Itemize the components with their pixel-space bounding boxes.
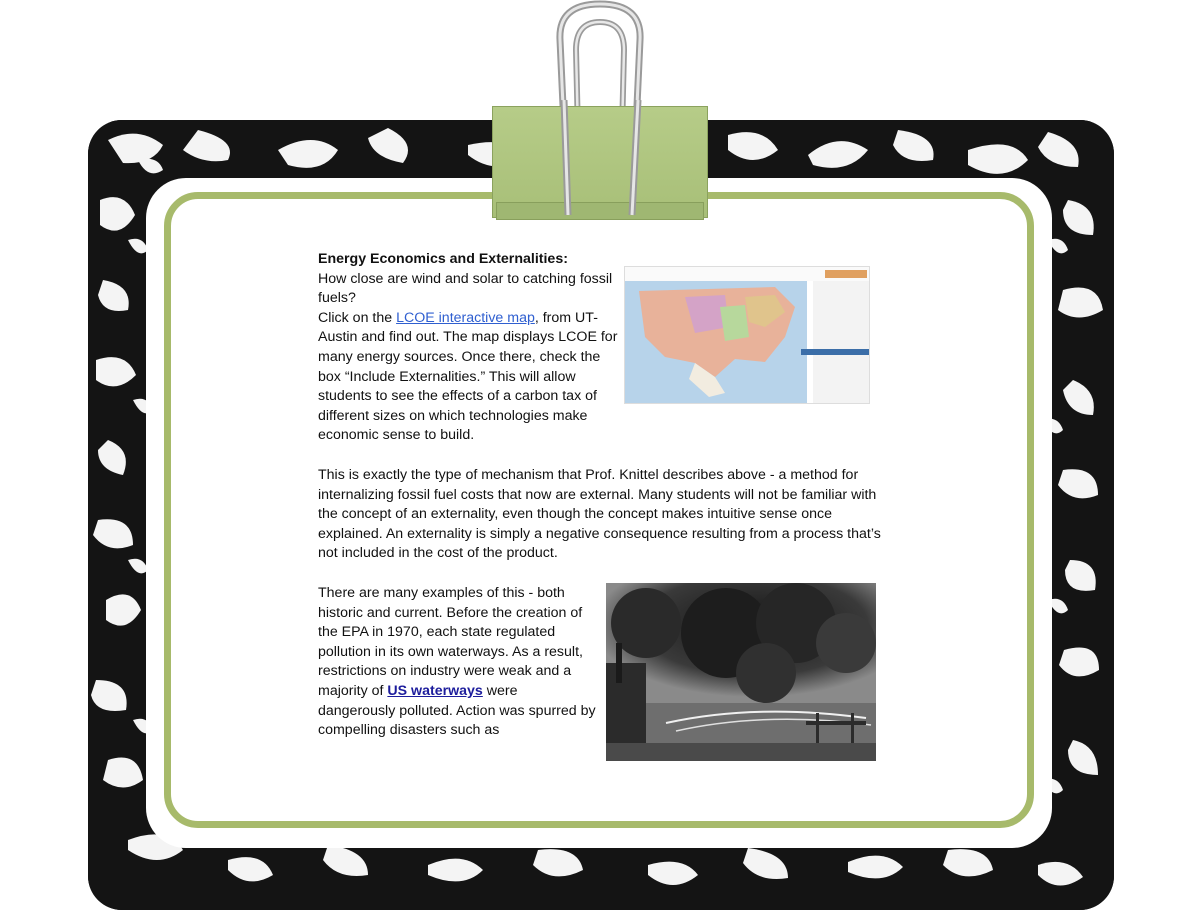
section-title: Energy Economics and Externalities: [318,251,568,267]
us-waterways-link[interactable]: US waterways [387,682,483,699]
intro-section [318,250,618,446]
history-prefix: There are many examples of this - both historic and current. Before the creation of the EPA in 1970, each state regulated pollution in its own waterways. As a result, restrictions on industry were weak and a majority of [318,585,583,699]
history-suffix: were dangerously polluted. Action was spurred by compelling disasters such as [318,682,596,739]
lcoe-paragraph [318,309,618,446]
intro-question: How close are wind and solar to catching fossil fuels? [318,270,613,307]
river-fire-photo [606,583,876,761]
history-paragraph [318,584,598,741]
lcoe-map-thumbnail[interactable] [624,266,870,404]
river-fire-image [606,583,876,761]
lcoe-map-link[interactable]: LCOE interactive map [396,309,535,326]
lcoe-map-image [625,267,870,404]
externality-paragraph: This is exactly the type of mechanism that Prof. Knittel describes above - a method for internalizing fossil fuel costs that now are external. Many students will not be familiar with the concept of an externality, even though the concept makes intuitive sense once explained. An externality is simply a negative consequence resulting from a process that’s not included in the cost of the product. [318,467,881,562]
binder-clip-handles-icon [548,100,658,220]
click-suffix: , from UT-Austin and find out. The map displays LCOE for many energy sources. Once there, check the box “Include Externalities.” This will allow students to see the effects of a carbon tax of different sizes on which technologies make economic sense to build. [318,309,618,444]
click-prefix: Click on the [318,309,397,326]
